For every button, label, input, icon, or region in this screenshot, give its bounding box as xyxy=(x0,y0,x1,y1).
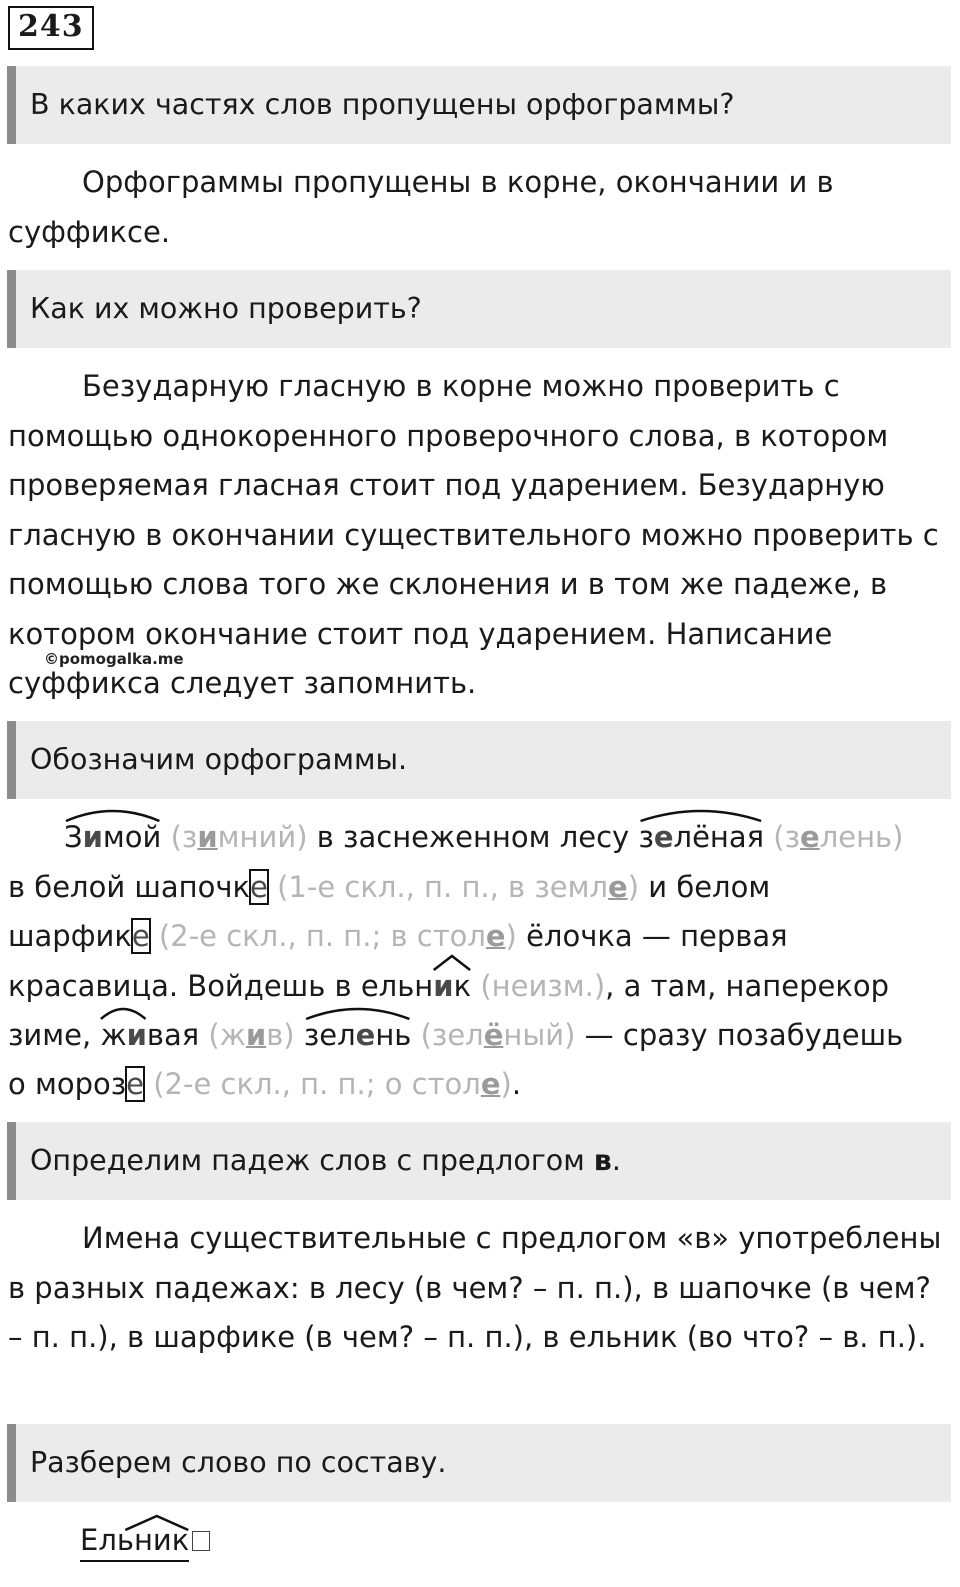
question-bar-3 xyxy=(7,721,951,799)
answer-text-1: Орфограммы пропущены в корне, окончании и в суффиксе. xyxy=(8,165,834,249)
root-arc-elnik: Ельник xyxy=(80,1520,189,1562)
ending-box: е xyxy=(250,870,268,904)
marked-line-5: зиме, живая (жив) зелень (зелёный) — сразу позабудешь xyxy=(8,1011,903,1061)
question-bar-5 xyxy=(7,1424,951,1502)
question-text-5: Разберем слово по составу. xyxy=(30,1446,447,1479)
marked-line-1: Зимой (зимний) в заснеженном лесу зелёная (зелень) xyxy=(64,813,903,863)
question-bar-1 xyxy=(7,66,951,144)
suffix-mark: ик xyxy=(433,962,471,1012)
ending-box: е xyxy=(131,919,150,953)
null-ending-box xyxy=(192,1531,210,1551)
marked-line-4: красавица. Войдешь в ельн ик (неизм.), а там, наперекор xyxy=(8,962,889,1012)
question-bar-4 xyxy=(7,1122,951,1200)
ending-box: е xyxy=(126,1067,144,1101)
question-text-1: В каких частях слов пропущены орфограммы? xyxy=(30,88,735,121)
question-text-4: Определим падеж слов с предлогом в. xyxy=(30,1144,621,1177)
watermark: ©pomogalka.me xyxy=(44,650,184,668)
marked-line-3: шарфике (2-е скл., п. п.; в столе) ёлочка — первая xyxy=(8,919,788,953)
check-zimniy: (зимний) xyxy=(161,820,308,854)
word-composition xyxy=(80,1520,210,1562)
question-text-2: Как их можно проверить? xyxy=(30,292,422,325)
root-arc-zelen: зелень xyxy=(304,1011,412,1061)
root-arc-zimoy: Зимой xyxy=(64,813,161,863)
marked-line-6: о морозе (2-е скл., п. п.; о столе). xyxy=(8,1067,522,1101)
root-arc-zelenaya: зелёная xyxy=(638,813,764,863)
answer-text-2: Безударную гласную в корне можно проверить с помощью однокоренного проверочного слова, в котором проверяемая гласная стоит под ударением. Безударную гласную в окончании существительного можно проверить с помощью слова того же склонения и в том же падеже, в котором окончание стоит под ударением. Написание суффикса следует запомнить. xyxy=(8,369,939,700)
root-arc-zhivaya: жи xyxy=(100,1011,146,1061)
marked-line-2: в белой шапочке (1-е скл., п. п., в земле) и белом xyxy=(8,870,771,904)
question-text-3: Обозначим орфограммы. xyxy=(30,743,408,776)
question-bar-2 xyxy=(7,270,951,348)
task-number: 243 xyxy=(8,6,94,50)
check-zelen: (зелень) xyxy=(764,820,904,854)
answer-text-4: Имена существительные с предлогом «в» употреблены в разных падежах: в лесу (в чем? – п. п.), в шапочке (в чем? – п. п.), в шарфике (в чем? – п. п.), в ельник (во что? – в. п.). xyxy=(8,1221,942,1354)
